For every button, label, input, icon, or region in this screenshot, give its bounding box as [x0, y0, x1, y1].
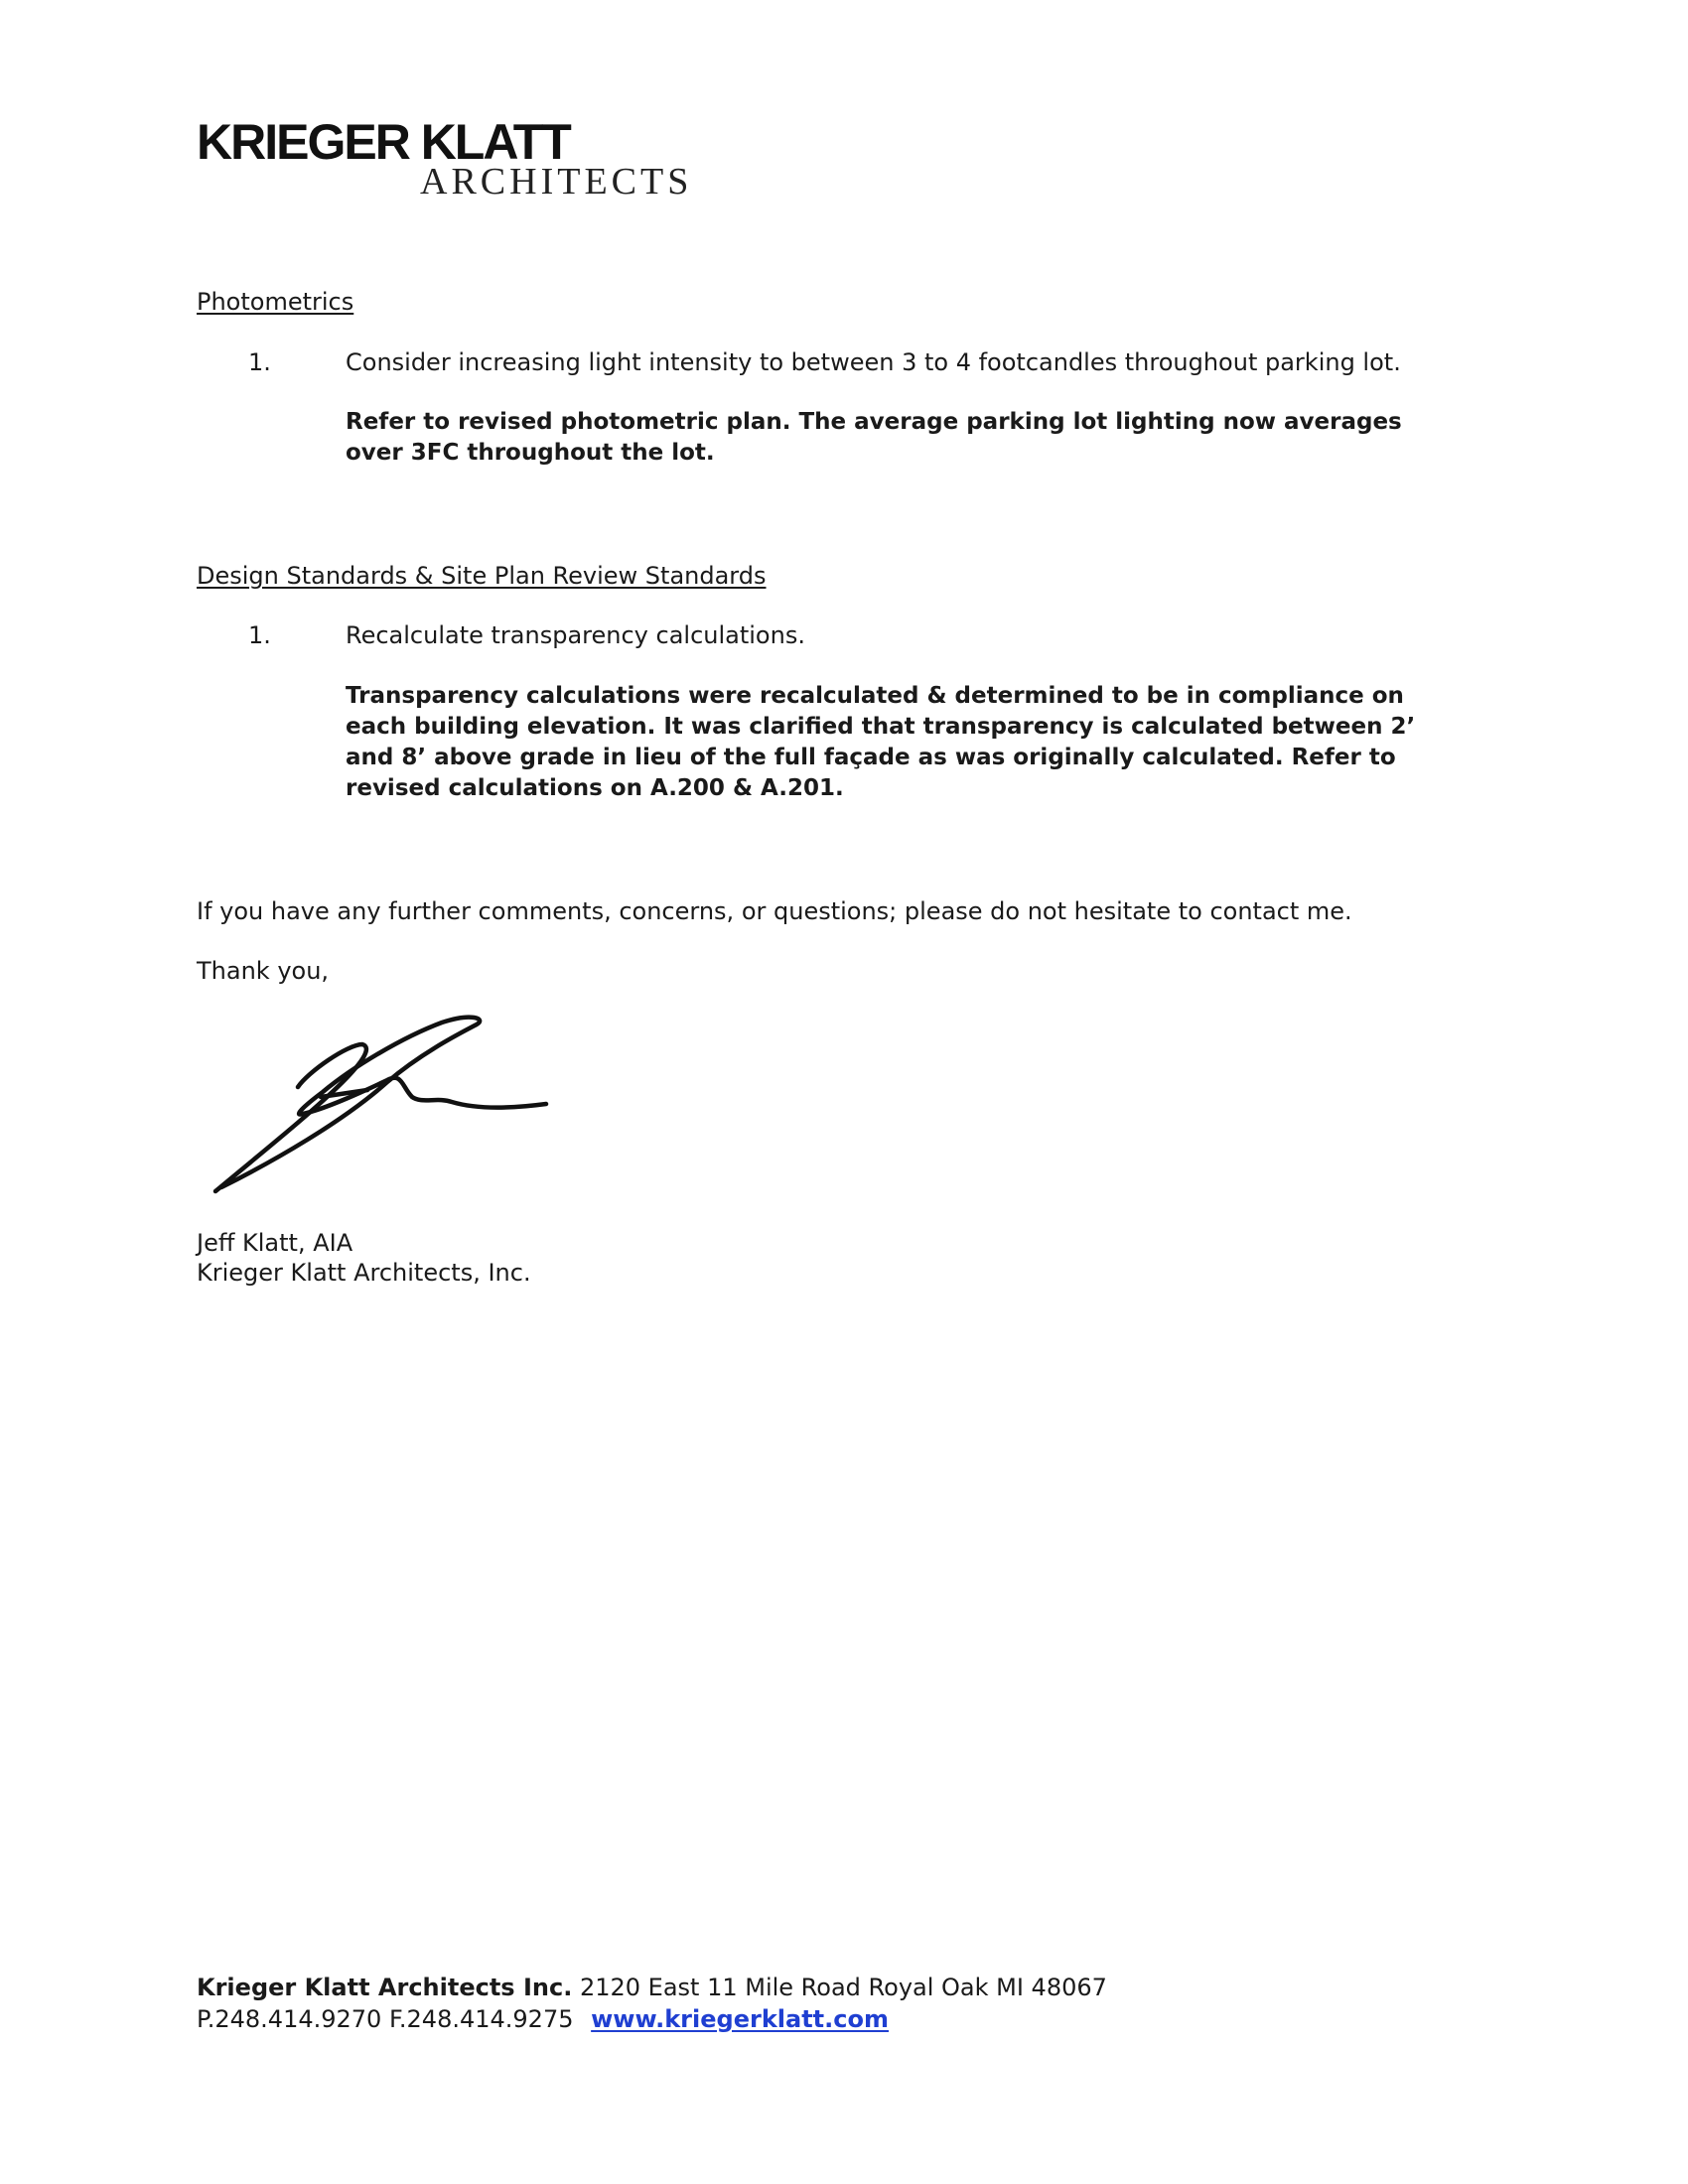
item-response: Transparency calculations were recalculated & determined to be in compliance on each building elevation. It was clarified that transparency is calculated between 2’ and 8’ above grade in lieu of the full façade as was originally calculated. Refer to revised calculations on A.200 & A.201.: [346, 683, 1416, 801]
item-response: Refer to revised photometric plan. The average parking lot lighting now averages over 3FC throughout the lot.: [346, 409, 1402, 466]
footer-contact-line: [197, 2007, 889, 2031]
logo-wordmark: KRIEGER KLATT: [197, 114, 570, 170]
closing-paragraph: If you have any further comments, concerns, or questions; please do not hesitate to contact me.: [197, 897, 1352, 925]
website-link[interactable]: www.kriegerklatt.com: [591, 2005, 889, 2033]
footer-address: 2120 East 11 Mile Road Royal Oak MI 48067: [579, 1974, 1107, 2001]
signer-company: Krieger Klatt Architects, Inc.: [197, 1259, 531, 1287]
signer-name: Jeff Klatt, AIA: [197, 1229, 353, 1257]
footer-address-line: [197, 1976, 1107, 1999]
closing-thanks: Thank you,: [197, 957, 330, 985]
footer-company-name: Krieger Klatt Architects Inc.: [197, 1974, 573, 2001]
item-number: 1.: [248, 348, 271, 376]
logo-subtitle: ARCHITECTS: [420, 161, 693, 203]
company-logo: [197, 114, 713, 206]
item-number: 1.: [248, 621, 271, 649]
section-heading-photometrics: Photometrics: [197, 288, 354, 316]
item-text: Recalculate transparency calculations.: [346, 621, 805, 649]
item-text: Consider increasing light intensity to between 3 to 4 footcandles throughout parking lot.: [346, 348, 1401, 376]
section-heading-design-standards: Design Standards & Site Plan Review Standards: [197, 562, 767, 590]
footer-phone-fax: P.248.414.9270 F.248.414.9275: [197, 2005, 574, 2033]
handwritten-signature: [204, 1003, 561, 1201]
